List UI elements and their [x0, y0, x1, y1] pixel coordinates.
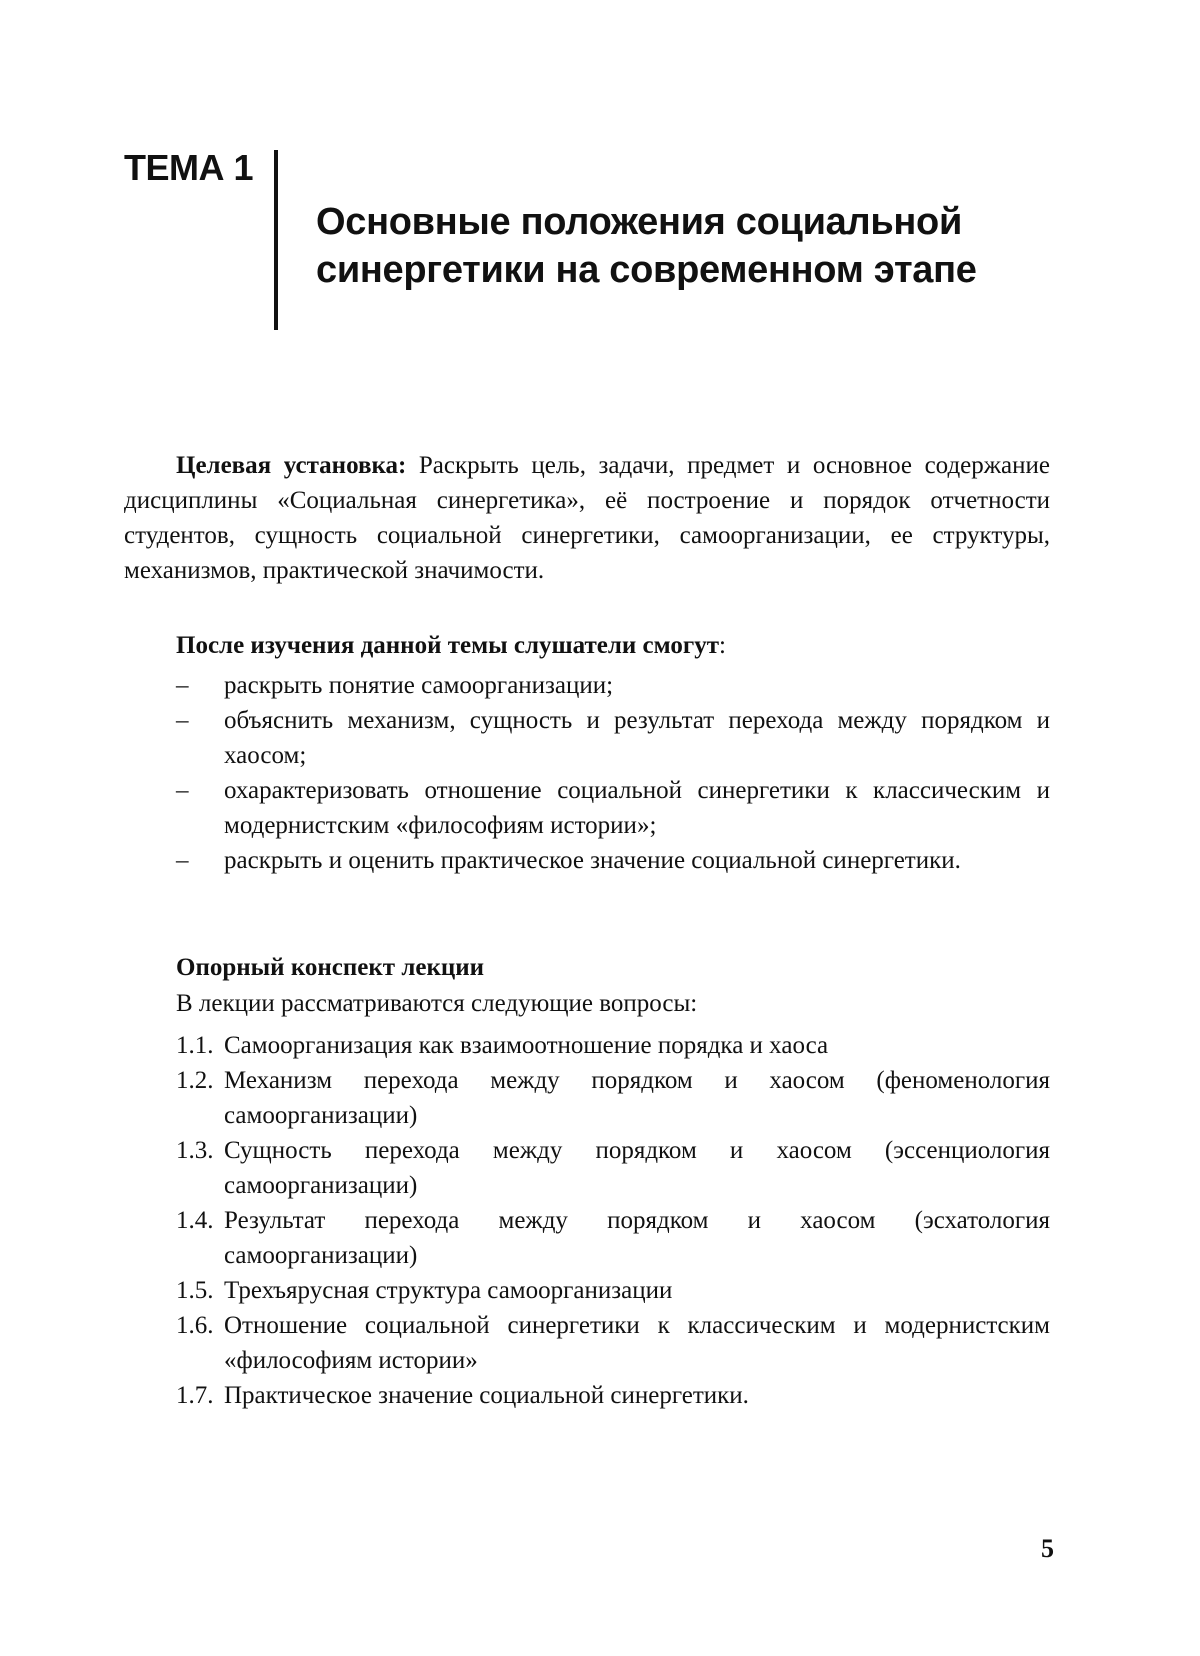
topic-title: Основные положения социальной синергетики на современном этапе: [316, 201, 977, 291]
dash-marker: –: [176, 777, 189, 804]
outcomes-list: [176, 668, 1050, 878]
topic-label: ТЕМА 1: [124, 147, 254, 188]
list-item: [176, 1028, 1050, 1063]
list-item: [176, 1378, 1050, 1413]
outcomes-heading-text: После изучения данной темы слушатели смогут: [176, 632, 719, 659]
lecture-questions-list: [176, 1028, 1050, 1413]
dash-marker: –: [176, 847, 189, 874]
topic-divider: [274, 150, 278, 330]
list-item-text: Результат перехода между порядком и хаосом (эсхатология самоорганизации): [224, 1207, 1050, 1269]
dash-marker: –: [176, 672, 189, 699]
list-item-text: Отношение социальной синергетики к классическим и модернистским «философиям истории»: [224, 1312, 1050, 1374]
list-item-text: Практическое значение социальной синергетики.: [224, 1382, 749, 1409]
list-item: [176, 1133, 1050, 1203]
list-item: [176, 1308, 1050, 1378]
outcomes-heading-colon: :: [718, 632, 726, 659]
list-item-text: Сущность перехода между порядком и хаосом (эссенциология самоорганизации): [224, 1137, 1050, 1199]
goal-text: Раскрыть цель, задачи, предмет и основное содержание дисциплины «Социальная синергетика», её построение и порядок отчетности студентов, сущность социальной синергетики, самоорганизации, ее структуры, механизмов, практической значимости.: [124, 452, 1051, 584]
item-number: 1.7.: [176, 1382, 214, 1409]
list-item: [176, 703, 1050, 773]
list-item: [176, 773, 1050, 843]
item-number: 1.5.: [176, 1277, 214, 1304]
list-item-text: раскрыть и оценить практическое значение социальной синергетики.: [224, 847, 961, 874]
goal-label: Целевая установка:: [176, 452, 407, 479]
list-item-text: Самоорганизация как взаимоотношение порядка и хаоса: [224, 1032, 829, 1059]
page-number: 5: [1041, 1534, 1054, 1563]
list-item-text: охарактеризовать отношение социальной синергетики к классическим и модернистским «философиям истории»;: [224, 777, 1050, 839]
list-item: [176, 1273, 1050, 1308]
lecture-heading: Опорный конспект лекции: [176, 954, 485, 981]
item-number: 1.2.: [176, 1067, 214, 1094]
list-item: [176, 843, 1050, 878]
item-number: 1.6.: [176, 1312, 214, 1339]
item-number: 1.1.: [176, 1032, 214, 1059]
item-number: 1.3.: [176, 1137, 214, 1164]
outcomes-heading: [176, 628, 726, 663]
list-item-text: объяснить механизм, сущность и результат перехода между порядком и хаосом;: [224, 707, 1050, 769]
list-item-text: Механизм перехода между порядком и хаосом (феноменология самоорганизации): [224, 1067, 1050, 1129]
list-item: [176, 1203, 1050, 1273]
list-item: [176, 668, 1050, 703]
list-item: [176, 1063, 1050, 1133]
dash-marker: –: [176, 707, 189, 734]
goal-paragraph: [124, 448, 1050, 588]
lecture-intro: В лекции рассматриваются следующие вопросы:: [176, 990, 698, 1017]
list-item-text: Трехъярусная структура самоорганизации: [224, 1277, 673, 1304]
list-item-text: раскрыть понятие самоорганизации;: [224, 672, 614, 699]
item-number: 1.4.: [176, 1207, 214, 1234]
